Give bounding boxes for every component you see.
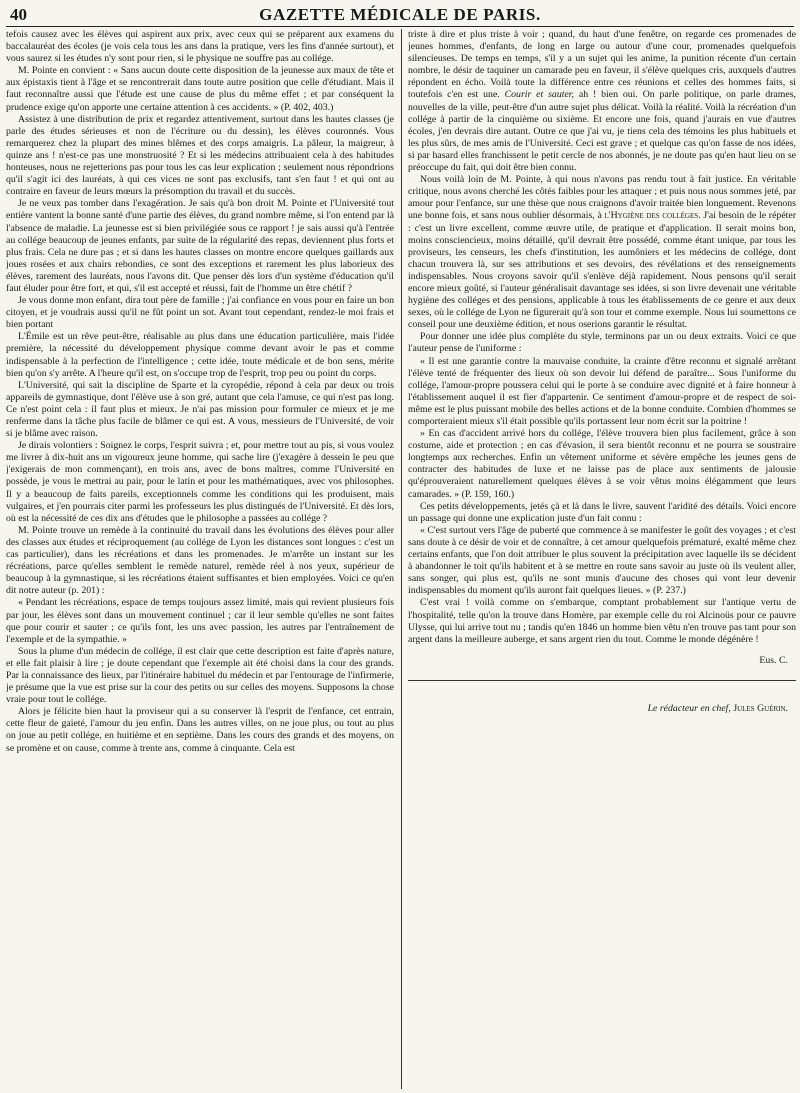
journal-title: GAZETTE MÉDICALE DE PARIS. [259, 5, 541, 24]
paragraph: L'Émile est un rêve peut-être, réalisable au plus dans une éducation particulière, mais l'idée première, la nécessité du développement physique comme devant avoir le pas et comme indispensable à la perfection de l'intelligence ; cette idée, toute médicale et de bon sens, mérite bien qu'on s'y arrête. A l'heure qu'il est, on s'occupe trop de l'esprit, trop peu ou point du corps. [6, 331, 394, 379]
author-signature: Eus. C. [759, 654, 788, 666]
paragraph: L'Université, qui sait la discipline de Sparte et la cyropédie, répond à cela par deux ou trois appareils de gymnastique, dont l'élève use à son gré, autant que cela l'amuse, ce qui n'est pas long. Ce n'est point cela : il faut plus et mieux. Je n'ai pas mission pour formuler ce mieux et je me renferme dans la tâche plus facile de blâmer ce qui est. A vous, messieurs de l'Université, de voir si je blâme avec raison. [6, 379, 394, 440]
column-divider [401, 29, 402, 1089]
paragraph: Assistez à une distribution de prix et regardez attentivement, surtout dans les hautes classes (je parle des études sérieuses et non de l'écriture ou du dessin), les élèves couronnés. Vous remarquerez chez la plupart des mines blêmes et des corps amaigris. La pâleur, la maigreur, à quinze ans ! n'est-ce pas une monstruosité ? Et si les médecins attribuaient cela à des habitudes honteuses, nous ne rejetterions pas pour tous les cas leur explication ; seulement nous répondrions qu'il s'agit ici des lauréats, à qui ces vices ne sont pas exclusifs, tant s'en faut ! et qui ont au contraire en faveur de leurs mœurs la présomption du travail et du succès. [6, 113, 394, 198]
editor-credit [408, 703, 788, 714]
page-number: 40 [10, 5, 27, 24]
text-run: ah ! bien oui. On parle politique, on parle drames, nouvelles de la ville, peut-être d'un autre sujet plus délicat. Voilà la réalité. Voilà la récréation d'un collége à partir de la cinquième ou sixième. Et encore une fois, quand j'aurais en vue d'autres écoles, j'en devrais dire autant. Outre ce que j'ai vu, je tiens cela des témoins les plus habituels et les plus sûrs, de mes amis de l'Université. Ceci est grave ; et quelque cas qu'on fasse de nos idées, si par hasard elles franchissent le petit cercle de nos abonnés, je ne doute pas qu'en haut lieu on se préoccupe du fait, qui doit être bien connu. [408, 89, 796, 174]
columns [6, 29, 794, 1089]
quotation: « Pendant les récréations, espace de temps toujours assez limité, mais qui revient plusieurs fois par jour, les élèves sont dans un mouvement continuel ; car il leur semble qu'elles ne sont faites que pour courir et sauter ; ce qu'ils font, les uns avec passion, les autres par l'entraînement de l'exemple et de la sympathie. » [6, 597, 394, 645]
paragraph: Pour donner une idée plus complète du style, terminons par un ou deux extraits. Voici ce que l'auteur pense de l'uniforme : [408, 331, 796, 355]
paragraph [408, 29, 796, 174]
quotation: « C'est surtout vers l'âge de puberté que commence à se manifester le goût des voyages ; et c'est sans doute à ce désir de voir et de connaître, à cet amour quelquefois prématuré, exalté même chez certains enfants, que l'on doit attribuer le plus souvent la précipitation avec laquelle ils se décident à abandonner le toit qu'ils habitent et à se mettre en route sans savoir au juste où ils veulent aller, sans songer, qui plus est, qu'ils ne sont munis d'aucune des choses qui vont leur devenir indispensables du moment qu'ils auront fait quelques lieues. » (P. 237.) [408, 524, 796, 597]
quotation: » En cas d'accident arrivé hors du collége, l'élève trouvera bien plus facilement, grâce à son costume, aide et protection ; en cas d'évasion, il sera bientôt reconnu et ne pourra se soustraire longtemps aux recherches. Enfin un vêtement uniforme et sévère empêche les jeunes gens de contracter des habitudes de luxe et ne laisse pas de place aux sentiments de jalousie qu'éprouveraient naturellement quelques élèves à se voir vêtus moins élégamment que leurs camarades. » (P. 159, 160.) [408, 428, 796, 500]
paragraph: Je dirais volontiers : Soignez le corps, l'esprit suivra ; et, pour mettre tout au pis, si vous voulez me livrer à dix-huit ans un vigoureux jeune homme, qui sache lire (j'exagère à dessein le peu que j'exigerais de mon commençant), en trois ans, avec de bons maîtres, comme l'Université en possède, je vous le mettrai au pair, pour le latin et pour les mathématiques, avec vos philosophes. Il y a beaucoup de faits pareils, exceptionnels comme les conditions qui les produisent, mais vulgaires, et j'en pourrais citer parmi les professeurs les plus distingués de l'Université. Et dès lors, où est la nécessité de ces dix ans d'études que le philosophe a passées au collége ? [6, 440, 394, 524]
page-header [6, 4, 794, 27]
paragraph: Alors je félicite bien haut la proviseur qui a su conserver là l'esprit de l'enfance, cet entrain, cette fleur de gaieté, l'amour du jeu enfin. Dans les autres villes, on ne joue plus, ou tout au plus on joue au petit collége, en huitième et en septième. Dans les cours des grands et des moyens, on se promène et on cause, comme à trente ans, comme à cinquante. Cela est [6, 706, 394, 754]
paragraph: Ces petits développements, jetés çà et là dans le livre, sauvent l'aridité des détails. Voici encore un passage qui donne une explication juste d'un fait connu : [408, 500, 796, 524]
horizontal-rule [408, 680, 796, 681]
book-title: l'Hygiène des colléges. [604, 210, 701, 222]
editor-label: Le rédacteur en chef, [647, 702, 731, 714]
quotation: « Il est une garantie contre la mauvaise conduite, la crainte d'être reconnu et signalé arrêtant l'élève tenté de fréquenter des lieux où son devoir lui défend de paraître... Sous l'uniforme du collége, l'amour-propre poussera celui qui le porte à se conduire avec dignité et à faire honneur à l'établissement auquel il est fier d'appartenir. Ce sentiment d'amour-propre et de respect de soi-même est le plus puissant mobile des belles actions et de la bonne conduite. Combien d'hommes se comporteraient mieux s'il était possible qu'ils portassent leur nom écrit sur la poitrine ! [408, 355, 796, 427]
paragraph: M. Pointe trouve un remède à la continuité du travail dans les évolutions des élèves pour aller des classes aux études et réciproquement (au collége de Lyon les distances sont longues : c'est un cas particulier), dans les récréations et dans les promenades. Je m'arrête un instant sur les récréations, parce qu'elles semblent le remède naturel, remède réel à nos yeux, supérieur de beaucoup à la gymnastique, si les récréations étaient suffisantes et bien employées. Voici ce qu'en dit notre auteur (p. 201) : [6, 524, 394, 597]
text-run: J'ai besoin de le répéter : c'est un livre excellent, comme œuvre utile, de pratique et d'application. Il serait moins bon, moins consciencieux, moins détaillé, qu'il devrait être possédé, comme étant unique, par tous les proviseurs, les censeurs, les chefs d'institution, les aumôniers et les médecins de collége, dont chacun trouvera là, sur ses attributions et ses devoirs, des révélations et des renseignements indispensables. Nous croyons savoir qu'il s'enlève déjà rapidement. Nous pensons qu'il serait encore mieux goûté, si l'auteur généralisait davantage ses idées, si son livre devenait une véritable hygiène des colléges et des pensions, applicable à tous les établissements de ce genre et aux deux sexes, où le collége de Lyon ne figurerait qu'à son tour et comme exemple. Nous lui soumettons ce conseil pour une deuxième édition, et nous oserions garantir le résultat. [408, 210, 796, 331]
italic-phrase: Courir et sauter, [504, 89, 574, 101]
left-column [6, 29, 394, 1089]
editor-name: Jules Guérin. [733, 702, 788, 714]
paragraph: M. Pointe en convient : « Sans aucun doute cette disposition de la jeunesse aux maux de tête et aux épistaxis tient à l'âge et se rencontrerait dans toute autre position que celle d'étudiant. Mais il faut reconnaître aussi que l'étude est une cause de plus du même effet ; et par conséquent la prudence exige qu'on apporte une certaine attention à ces accidents. » (P. 402, 403.) [6, 65, 394, 113]
text-run: triste à dire et plus triste à voir ; quand, du haut d'une fenêtre, on regarde ces promenades de jeunes hommes, d'enfants, de long en large ou autour d'une cour, promenades quelquefois silencieuses. De temps en temps, s'il y a un sujet qui les anime, la punition récente d'un certain nombre, le désir de taquiner un camarade peu en faveur, il s'élève quelques cris, auxquels d'autres répondent en écho. Voilà toute la différence entre ces réunions et celles des hommes faits, si toutefois c'en est une. [408, 29, 796, 101]
paragraph: Je ne veux pas tomber dans l'exagération. Je sais qu'à bon droit M. Pointe et l'Université tout entière vantent la bonne santé d'une partie des élèves, du grand nombre même, si l'on entend par là l'absence de maladie. La jeunesse est si bien privilégiée sous ce rapport ! je sais aussi qu'à l'entrée au collége beaucoup de jeunes enfants, par suite de la régularité des repas, deviennent plus forts et plus frais. Cela ne dure pas ; et si dans les hautes classes on montre encore quelques gaillards aux joues rosées et aux chairs rebondies, ce sont des exceptions et rarement les plus laborieux des élèves, rarement des lauréats, nous l'avons dit. Que penser dès lors d'un système d'éducation qu'il faut éluder pour être fort, et qui, s'il est accepté et réussi, fait de l'homme un être chétif ? [6, 198, 394, 294]
paragraph: tefois causez avec les élèves qui aspirent aux prix, avec ceux qui se préparent aux examens du baccalauréat des écoles (je vois cela tous les ans dans la pratique, vers les fins d'année surtout), et vous saurez si les études n'y sont pour rien, si le physique ne souffre pas au collége. [6, 29, 394, 65]
text-run: Nous voilà loin de M. Pointe, à qui nous n'avons pas rendu tout à fait justice. En véritable critique, nous avons cherché les côtés faibles pour les attaquer ; et puis nous nous sommes jeté, par amour pour l'enfance, sur une thèse que nous craignons d'avoir traitée bien longuement. Revenons une bonne fois, et sans nous oublier désormais, à [408, 174, 796, 222]
paragraph: C'est vrai ! voilà comme on s'embarque, comptant probablement sur l'antique vertu de l'hospitalité, telle qu'on la trouve dans Homère, par exemple celle du roi Alcinoüs pour ce pauvre Ulysse, qui lui arrive tout nu ; tandis qu'en 1846 un homme bien vêtu n'en trouve pas tant pour son argent dans la meilleure auberge, et sans argent rien du tout. Comme le monde dégénère ! [408, 597, 796, 645]
paragraph [408, 174, 796, 331]
right-column [408, 29, 796, 1089]
paragraph: Je vous donne mon enfant, dira tout père de famille ; j'ai confiance en vous pour en faire un bon citoyen, et je voudrais aussi qu'il ne fût point un sot. Avant tout cependant, rendez-le moi frais et bien portant [6, 295, 394, 331]
paragraph: Sous la plume d'un médecin de collége, il est clair que cette description est faite d'après nature, et elle fait plaisir à lire ; je doute cependant que l'exemple ait été choisi dans la cour des grands. Par la connaissance des lieux, par l'itinéraire habituel du médecin et par l'entourage de l'infirmerie, je présume que la vue est prise sur la cour des petits ou sur celles des moyens. Supposons la chose vraie pour tout le collége. [6, 645, 394, 706]
